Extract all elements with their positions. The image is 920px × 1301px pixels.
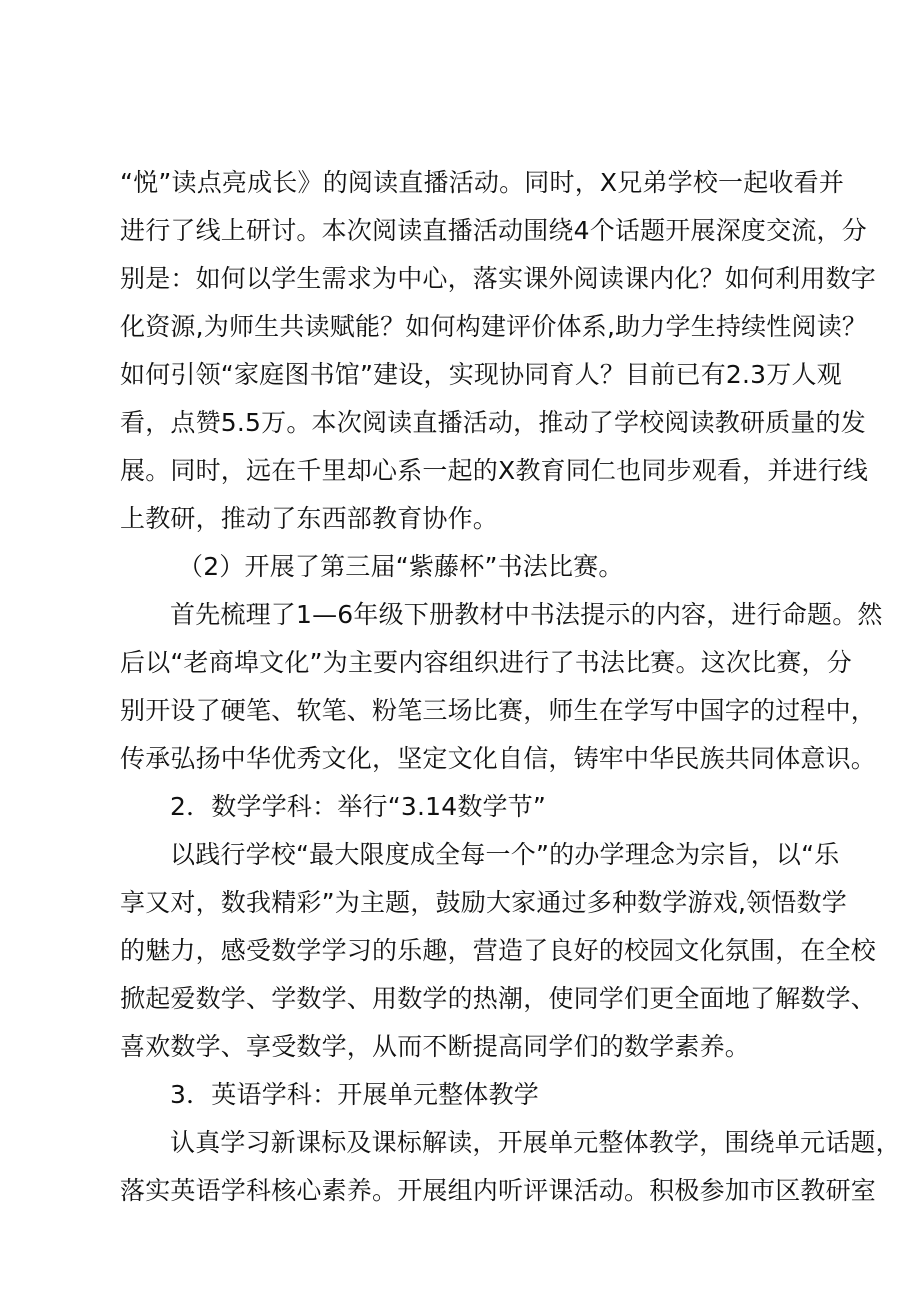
paragraph-line: 的魅力，感受数学学习的乐趣，营造了良好的校园文化氛围，在全校 <box>120 936 877 965</box>
section-heading: （2）开展了第三届“紫藤杯”书法比赛。 <box>178 552 624 581</box>
paragraph-line: 别开设了硬笔、软笔、粉笔三场比赛，师生在学写中国字的过程中， <box>120 696 877 725</box>
paragraph-line: “悦”读点亮成长》的阅读直播活动。同时，X兄弟学校一起收看并 <box>120 168 845 197</box>
paragraph-line: 如何引领“家庭图书馆”建设，实现协同育人？目前已有2.3万人观 <box>120 360 842 389</box>
paragraph-line: 展。同时，远在千里却心系一起的X教育同仁也同步观看，并进行线 <box>120 456 869 485</box>
paragraph-line: 首先梳理了1—6年级下册教材中书法提示的内容，进行命题。然 <box>170 600 883 629</box>
paragraph-line: 别是：如何以学生需求为中心，落实课外阅读课内化？如何利用数字 <box>120 264 877 293</box>
paragraph-line: 后以“老商埠文化”为主要内容组织进行了书法比赛。这次比赛，分 <box>120 648 852 677</box>
section-heading: 2．数学学科：举行“3.14数学节” <box>170 792 547 821</box>
paragraph-line: 看，点赞5.5万。本次阅读直播活动，推动了学校阅读教研质量的发 <box>120 408 866 437</box>
paragraph-line: 化资源,为师生共读赋能？如何构建评价体系,助力学生持续性阅读？ <box>120 312 868 341</box>
paragraph-line: 以践行学校“最大限度成全每一个”的办学理念为宗旨，以“乐 <box>170 840 840 869</box>
paragraph-line: 认真学习新课标及课标解读，开展单元整体教学，围绕单元话题， <box>170 1128 901 1157</box>
paragraph-line: 掀起爱数学、学数学、用数学的热潮，使同学们更全面地了解数学、 <box>120 984 877 1013</box>
paragraph-line: 喜欢数学、享受数学，从而不断提高同学们的数学素养。 <box>120 1032 751 1061</box>
paragraph-line: 上教研，推动了东西部教育协作。 <box>120 504 499 533</box>
paragraph-line: 享又对，数我精彩”为主题，鼓励大家通过多种数学游戏,领悟数学 <box>120 888 847 917</box>
paragraph-line: 进行了线上研讨。本次阅读直播活动围绕4个话题开展深度交流，分 <box>120 216 867 245</box>
paragraph-line: 落实英语学科核心素养。开展组内听评课活动。积极参加市区教研室 <box>120 1176 877 1205</box>
section-heading: 3．英语学科：开展单元整体教学 <box>170 1080 539 1109</box>
paragraph-line: 传承弘扬中华优秀文化，坚定文化自信，铸牢中华民族共同体意识。 <box>120 744 877 773</box>
